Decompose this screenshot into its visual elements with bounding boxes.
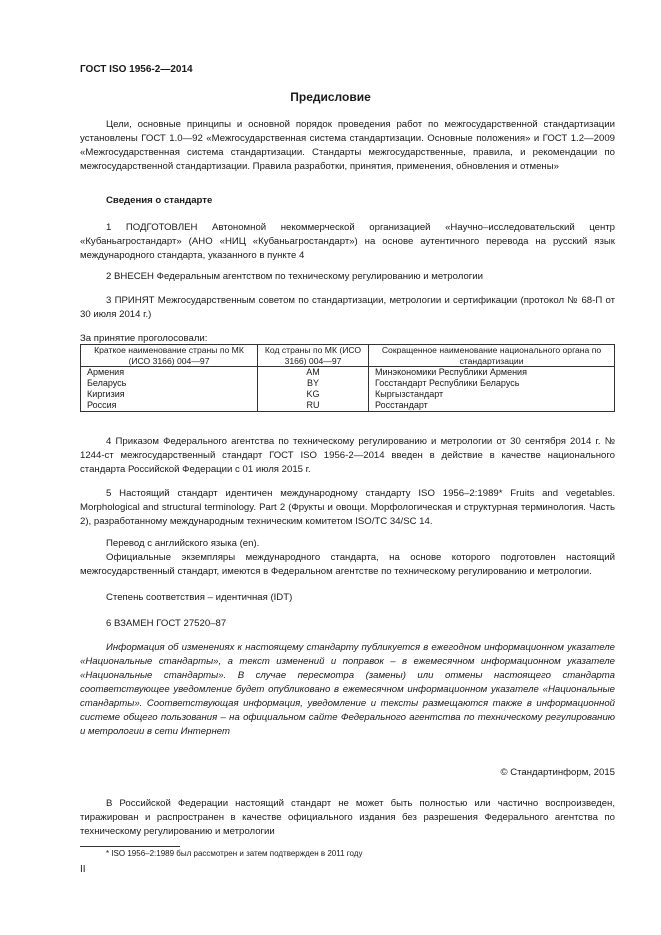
table-header-row	[81, 345, 615, 367]
table-caption: За принятие проголосовали:	[80, 333, 208, 344]
table-header-authority: Сокращенное наименование национального органа по стандартизации	[369, 345, 615, 367]
table-row	[81, 389, 615, 400]
amendments-info-note: Информация об изменениях к настоящему стандарту публикуется в ежегодном информационном указателе «Национальные стандарты», а текст изменений и поправок – в ежемесячном информационном указателе «Национальные стандарты». В случае пересмотра (замены) или отмены настоящего стандарта соответствующее уведомление будет опубликовано в ежемесячном информационном указателе «Национальные стандарты». Соответствующая информация, уведомление и тексты размещаются также в информационной системе общего пользования – на официальном сайте Федерального агентства по техническому регулированию и метрологии в сети Интернет	[80, 642, 615, 737]
item-5-conformity: Степень соответствия – идентичная (IDT)	[106, 592, 293, 603]
page-number: II	[80, 864, 86, 875]
section-title: Сведения о стандарте	[106, 195, 213, 206]
item-5-official-copies: Официальные экземпляры международного стандарта, на основе которого подготовлен настоящий межгосударственный стандарт, имеются в Федеральном агентстве по техническому регулированию и метрологии.	[80, 552, 615, 577]
rights-notice: В Российской Федерации настоящий стандарт не может быть полностью или частично воспроизведен, тиражирован и распространен в качестве официального издания без разрешения Федерального агентства по техническому регулированию и метрологии	[80, 798, 615, 837]
voting-table	[80, 344, 615, 412]
country-cell: Армения	[81, 367, 258, 379]
authority-cell: Кыргызстандарт	[369, 389, 615, 400]
footnote: * ISO 1956–2:1989 был рассмотрен и затем подтвержден в 2011 году	[106, 849, 363, 858]
table-row	[81, 378, 615, 389]
code-cell: BY	[258, 378, 369, 389]
intro-paragraph: Цели, основные принципы и основной порядок проведения работ по межгосударственной стандартизации установлены ГОСТ 1.0—92 «Межгосударственная система стандартизации. Основные положения» и ГОСТ 1.2—2009 «Межгосударственная система стандартизации. Стандарты межгосударственные, правила, и рекомендации по межгосударственной стандартизации. Правила разработки, принятия, применения, обновления и отмены»	[80, 119, 615, 172]
item-5-translation: Перевод с английского языка (en).	[106, 538, 260, 549]
country-cell: Киргизия	[81, 389, 258, 400]
table-row	[81, 400, 615, 412]
item-3: 3 ПРИНЯТ Межгосударственным советом по стандартизации, метрологии и сертификации (протокол № 68-П от 30 июля 2014 г.)	[80, 295, 615, 320]
item-2: 2 ВНЕСЕН Федеральным агентством по техническому регулированию и метрологии	[106, 271, 484, 282]
authority-cell: Госстандарт Республики Беларусь	[369, 378, 615, 389]
country-cell: Россия	[81, 400, 258, 412]
document-header: ГОСТ ISO 1956-2—2014	[80, 64, 193, 75]
table-header-country: Краткое наименование страны по МК (ИСО 3166) 004—97	[81, 345, 258, 367]
copyright: © Стандартинформ, 2015	[500, 767, 615, 778]
page-title: Предисловие	[290, 90, 371, 104]
authority-cell: Минэкономики Республики Армения	[369, 367, 615, 379]
country-cell: Беларусь	[81, 378, 258, 389]
code-cell: RU	[258, 400, 369, 412]
table-header-code: Код страны по МК (ИСО 3166) 004—97	[258, 345, 369, 367]
authority-cell: Росстандарт	[369, 400, 615, 412]
footnote-divider	[80, 846, 180, 847]
table-row	[81, 367, 615, 379]
item-6: 6 ВЗАМЕН ГОСТ 27520–87	[106, 618, 227, 629]
item-4: 4 Приказом Федерального агентства по техническому регулированию и метрологии от 30 сентября 2014 г. № 1244-ст межгосударственный стандарт ГОСТ ISO 1956-2—2014 введен в действие в качестве национального стандарта Российской Федерации с 01 июля 2015 г.	[80, 436, 615, 475]
item-5: 5 Настоящий стандарт идентичен международному стандарту ISO 1956–2:1989* Fruits and vegetables. Morphological and structural terminology. Part 2 (Фрукты и овощи. Морфологическая и структурная терминология. Часть 2), разработанному международным техническим комитетом ISO/TC 34/SC 14.	[80, 488, 615, 527]
code-cell: AM	[258, 367, 369, 379]
code-cell: KG	[258, 389, 369, 400]
item-1: 1 ПОДГОТОВЛЕН Автономной некоммерческой организацией «Научно–исследовательский центр «Кубаньагростандарт» (АНО «НИЦ «Кубаньагростандарт») на основе аутентичного перевода на русский язык международного стандарта, указанного в пункте 4	[80, 222, 615, 261]
